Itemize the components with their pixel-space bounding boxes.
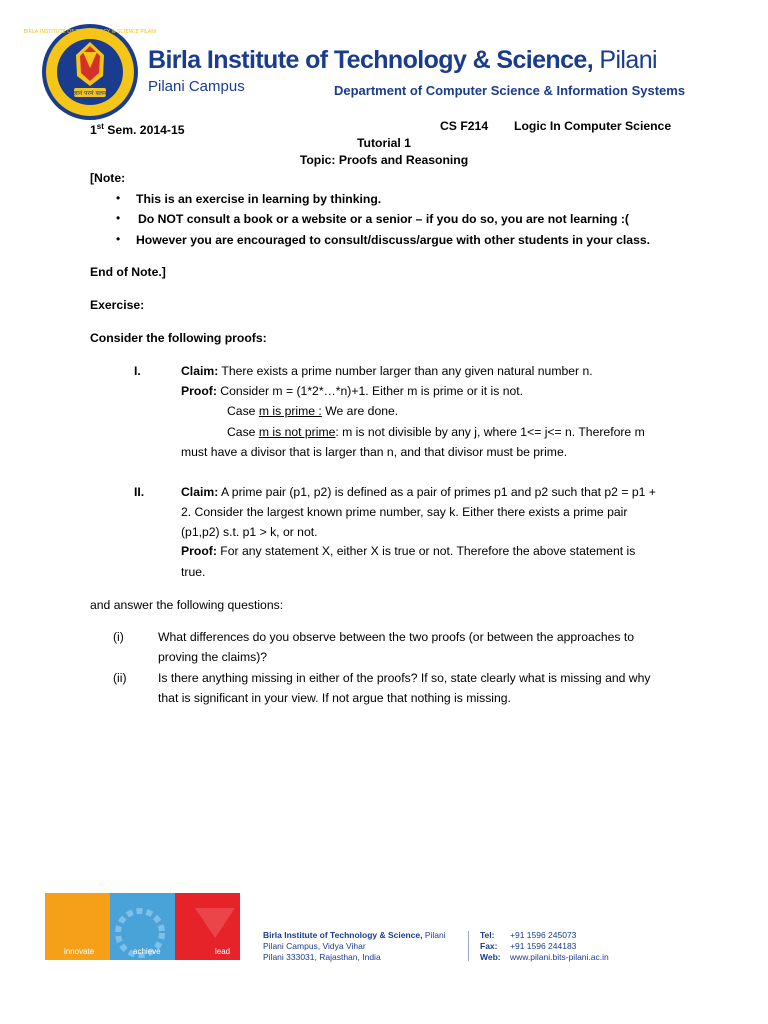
proof2-claim-line3: (p1,p2) s.t. p1 > k, or not. — [181, 525, 318, 539]
question-1-line1: What differences do you observe between the two proofs (or between the approaches to — [158, 630, 635, 644]
note-bullet-2: Do NOT consult a book or a website or a senior – if you do so, you are not learning :( — [138, 212, 629, 226]
proof1-number: I. — [134, 364, 141, 378]
footer-fax-label: Fax: — [480, 941, 498, 951]
footer-address-2: Pilani 333031, Rajasthan, India — [263, 952, 381, 962]
institute-city: Pilani — [593, 46, 657, 74]
footer-web-label: Web: — [480, 952, 501, 962]
logo-ring-text: BIRLA INSTITUTE OF TECHNOLOGY & SCIENCE PILANI — [23, 29, 157, 35]
tile-label-achieve: achieve — [133, 947, 161, 956]
footer-tel-label: Tel: — [480, 930, 495, 940]
footer-institute: Birla Institute of Technology & Science, Pilani — [263, 930, 446, 940]
question-2-line2: that is significant in your view. If not argue that nothing is missing. — [158, 691, 511, 705]
question-2-number: (ii) — [113, 671, 127, 685]
semester: 1st Sem. 2014-15 — [90, 122, 185, 138]
proof2-proof-line2: true. — [181, 565, 206, 579]
question-1-line2: proving the claims)? — [158, 650, 268, 664]
bullet-dot: • — [116, 191, 121, 205]
proof2-number: II. — [134, 485, 145, 499]
proof1-claim: Claim: There exists a prime number larger than any given natural number n. — [181, 364, 593, 378]
footer-fax: +91 1596 244183 — [510, 941, 577, 951]
institute-name: Birla Institute of Technology & Science, — [148, 46, 594, 74]
department-name: Department of Computer Science & Information Systems — [334, 83, 686, 98]
footer-tel: +91 1596 245073 — [510, 930, 577, 940]
note-bullet-1: This is an exercise in learning by thinking. — [136, 192, 382, 206]
footer-address-1: Pilani Campus, Vidya Vihar — [263, 941, 366, 951]
exercise-intro: Consider the following proofs: — [90, 331, 267, 345]
proof1-case1: Case m is prime : We are done. — [227, 404, 399, 418]
tutorial-title: Tutorial 1 — [357, 136, 411, 150]
course-name: Logic In Computer Science — [514, 119, 672, 133]
footer-divider — [468, 931, 469, 961]
course-code: CS F214 — [440, 119, 489, 133]
exercise-heading: Exercise: — [90, 298, 145, 312]
institute-title — [148, 46, 657, 75]
tile-label-innovate: innovate — [64, 947, 95, 956]
note-bullet-3: However you are encouraged to consult/discuss/argue with other students in your class. — [136, 233, 651, 247]
proof1-case2-continued: must have a divisor that is larger than n, and that divisor must be prime. — [181, 445, 568, 459]
topic-title: Topic: Proofs and Reasoning — [299, 153, 469, 167]
note-close: End of Note.] — [90, 265, 166, 279]
proof1-case2: Case m is not prime: m is not divisible by any j, where 1<= j<= n. Therefore m — [227, 425, 645, 439]
proof1-proof: Proof: Consider m = (1*2*…*n)+1. Either m is prime or it is not. — [181, 384, 524, 398]
question-1-number: (i) — [113, 630, 124, 644]
question-2-line1: Is there anything missing in either of the proofs? If so, state clearly what is missing and why — [158, 671, 651, 685]
proof2-proof: Proof: For any statement X, either X is true or not. Therefore the above statement is — [181, 544, 636, 558]
bullet-dot: • — [116, 211, 121, 225]
proof2-claim-line2: 2. Consider the largest known prime number, say k. Either there exists a prime pair — [181, 505, 628, 519]
bits-logo — [23, 22, 157, 122]
tile-label-lead: lead — [215, 947, 231, 956]
logo-motto: ज्ञानं परमं बलम् — [73, 90, 107, 97]
footer-tiles — [45, 893, 240, 960]
note-open: [Note: — [90, 171, 126, 185]
bullet-dot: • — [116, 232, 121, 246]
footer-web-link[interactable]: www.pilani.bits-pilani.ac.in — [510, 952, 609, 962]
answer-intro: and answer the following questions: — [90, 598, 284, 612]
campus-name: Pilani Campus — [148, 78, 245, 95]
proof2-claim: Claim: A prime pair (p1, p2) is defined as a pair of primes p1 and p2 such that p2 = p1 + — [181, 485, 656, 499]
